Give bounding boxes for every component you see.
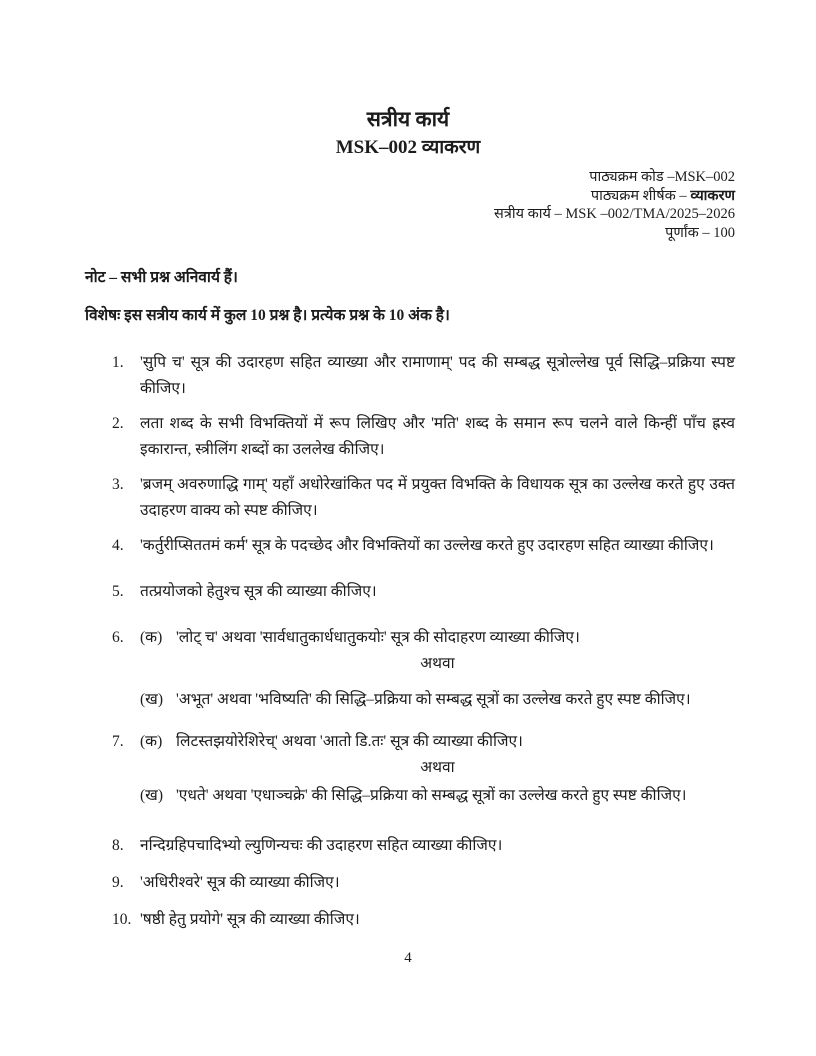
question-text: 'कर्तुरीप्सिततमं कर्म' सूत्र के पदच्छेद और विभक्तियों का उल्लेख करते हुए उदारहण सहित व्याख्या कीजिए। [140,537,714,554]
meta-course-title [0,187,735,206]
question-item-5 [112,579,735,605]
meta-course-title-value: व्याकरण [690,187,735,204]
question-number: 6. [112,629,124,646]
question-part-a [140,625,735,651]
part-text: 'अभूत' अथवा 'भविष्यति' की सिद्धि–प्रक्रिया को सम्बद्ध सूत्रों का उल्लेख करते हुए स्पष्ट कीजिए। [176,691,691,708]
page-title: सत्रीय कार्य [366,107,450,131]
note-line: नोट – सभी प्रश्न अनिवार्य हैं। [85,269,238,286]
question-text: नन्दिग्रहिपचादिभ्यो ल्युणिन्यचः की उदाहरण सहित व्याख्या कीजिए। [140,837,503,854]
or-separator: अथवा [420,655,455,672]
special-instruction-line: विशेषः इस सत्रीय कार्य में कुल 10 प्रश्न है। प्रत्येक प्रश्न के 10 अंक है। [85,307,450,324]
question-number: 2. [112,415,124,432]
meta-assignment-code: सत्रीय कार्य – MSK –002/TMA/2025–2026 [494,206,735,222]
question-text: 'सुपि च' सूत्र की उदारहण सहित व्याख्या और रामाणाम्' पद की सम्बद्ध सूत्रोल्लेख पूर्व सिद्धि–प्रक्रिया स्पष्ट कीजिए। [140,354,735,397]
page-number: 4 [404,950,412,966]
question-part-a [140,729,735,755]
question-text: लता शब्द के सभी विभक्तियों में रूप लिखिए और 'मति' शब्द के समान रूप चलने वाले किन्हीं पाँच ह्रस्व इकारान्त, स्त्रीलिंग शब्दों का उललेख कीजिए। [140,415,735,458]
question-item-2 [112,411,735,463]
question-item-9 [112,870,735,896]
question-number: 9. [112,874,124,891]
question-text: 'ब्रजम् अवरुणाद्धि गाम्' यहाँ अधोरेखांकित पद में प्रयुक्त विभक्ति के विधायक सूत्र का उल्लेख करते हुए उक्त उदाहरण वाक्य को स्पष्ट कीजिए। [140,476,735,519]
question-number: 8. [112,837,124,854]
part-text: लिटस्तझयोरेशिरेच्' अथवा 'आतो डि.तः' सूत्र की व्याख्या कीजिए। [176,733,523,750]
question-item-7 [112,729,735,809]
question-item-3 [112,472,735,524]
meta-course-title-label: पाठ्यक्रम शीर्षक – [590,187,687,204]
question-item-4 [112,533,735,559]
question-number: 4. [112,537,124,554]
question-list [112,350,735,933]
part-text: 'लोट् च' अथवा 'सार्वधातुकार्धधातुकयोः' सूत्र की सोदाहरण व्याख्या कीजिए। [176,629,580,646]
question-text: तत्प्रयोजको हेतुश्च सूत्र की व्याख्या कीजिए। [140,583,377,600]
question-item-8 [112,833,735,859]
question-text: 'षष्ठी हेतु प्रयोगे' सूत्र की व्याख्या कीजिए। [140,911,360,928]
part-label: (ख) [140,787,164,804]
question-item-10 [112,907,735,933]
meta-block [0,168,735,242]
question-number: 1. [112,354,124,371]
question-item-1 [112,350,735,402]
question-number: 5. [112,583,124,600]
question-number: 7. [112,733,124,750]
meta-max-marks: पूर्णांक – 100 [665,224,735,241]
part-text: 'एधते' अथवा 'एधाञ्चक्रे' की सिद्धि–प्रक्रिया को सम्बद्ध सूत्रों का उल्लेख करते हुए स्पष्ट कीजिए। [176,787,687,804]
question-part-b [140,783,735,809]
part-label: (ख) [140,691,164,708]
question-text: 'अधिरीश्वरे' सूत्र की व्याख्या कीजिए। [140,874,340,891]
question-number: 10. [112,911,132,928]
meta-course-code: पाठ्यक्रम कोड –MSK–002 [589,169,735,185]
question-number: 3. [112,476,124,493]
part-label: (क) [140,629,163,646]
page-subtitle: MSK–002 व्याकरण [335,137,481,158]
question-item-6 [112,625,735,713]
part-label: (क) [140,733,163,750]
question-part-b [140,687,735,713]
or-separator: अथवा [420,759,455,776]
